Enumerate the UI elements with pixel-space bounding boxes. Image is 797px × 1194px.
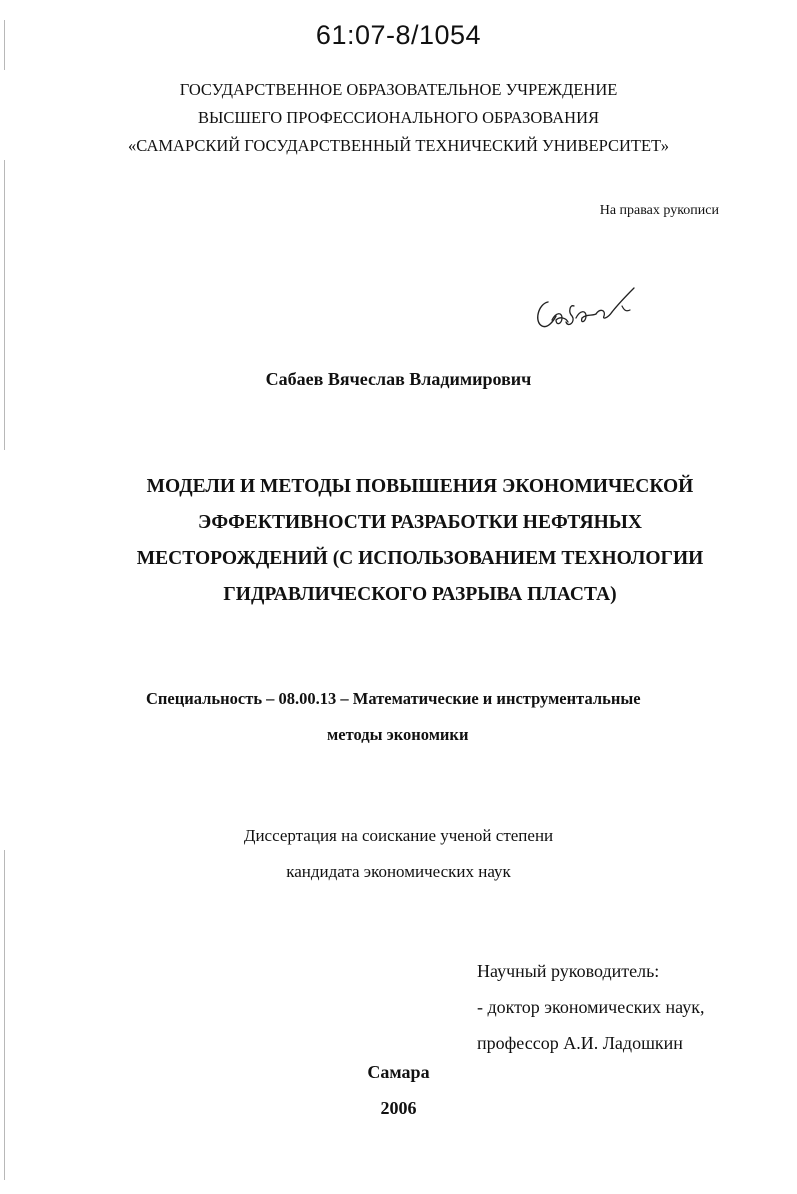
manuscript-rights-note: На правах рукописи xyxy=(599,203,719,218)
supervisor-label: Научный руководитель: xyxy=(477,961,660,981)
handwritten-signature xyxy=(530,282,650,342)
place-and-year xyxy=(0,1054,797,1126)
year: 2006 xyxy=(380,1098,417,1118)
degree-block xyxy=(0,818,797,890)
institution-line-3: «САМАРСКИЙ ГОСУДАРСТВЕННЫЙ ТЕХНИЧЕСКИЙ УНИВЕРСИТЕТ» xyxy=(128,136,669,155)
archive-code: 61:07-8/1054 xyxy=(315,20,482,50)
city: Самара xyxy=(367,1062,430,1082)
supervisor-name: профессор А.И. Ладошкин xyxy=(477,1033,683,1053)
supervisor-degree: - доктор экономических наук, xyxy=(477,997,705,1017)
scan-edge-line xyxy=(4,160,5,450)
author-name: Сабаев Вячеслав Владимирович xyxy=(265,369,532,389)
scan-edge-line xyxy=(4,850,5,1180)
degree-line-2: кандидата экономических наук xyxy=(286,862,511,881)
title-line-4: ГИДРАВЛИЧЕСКОГО РАЗРЫВА ПЛАСТА) xyxy=(223,584,617,605)
title-line-2: ЭФФЕКТИВНОСТИ РАЗРАБОТКИ НЕФТЯНЫХ xyxy=(198,512,642,533)
institution-line-2: ВЫСШЕГО ПРОФЕССИОНАЛЬНОГО ОБРАЗОВАНИЯ xyxy=(197,108,600,127)
title-line-3: МЕСТОРОЖДЕНИЙ (С ИСПОЛЬЗОВАНИЕМ ТЕХНОЛОГИИ xyxy=(136,548,704,569)
institution-block xyxy=(0,76,797,160)
title-line-1: МОДЕЛИ И МЕТОДЫ ПОВЫШЕНИЯ ЭКОНОМИЧЕСКОЙ xyxy=(146,476,694,497)
institution-line-1: ГОСУДАРСТВЕННОЕ ОБРАЗОВАТЕЛЬНОЕ УЧРЕЖДЕНИЕ xyxy=(179,80,618,99)
supervisor-block xyxy=(477,953,704,1061)
dissertation-title xyxy=(100,469,740,613)
degree-line-1: Диссертация на соискание ученой степени xyxy=(243,826,554,845)
specialty-line-2: методы экономики xyxy=(327,725,469,744)
specialty-line-1: Специальность – 08.00.13 – Математические и инструментальные xyxy=(146,689,641,708)
